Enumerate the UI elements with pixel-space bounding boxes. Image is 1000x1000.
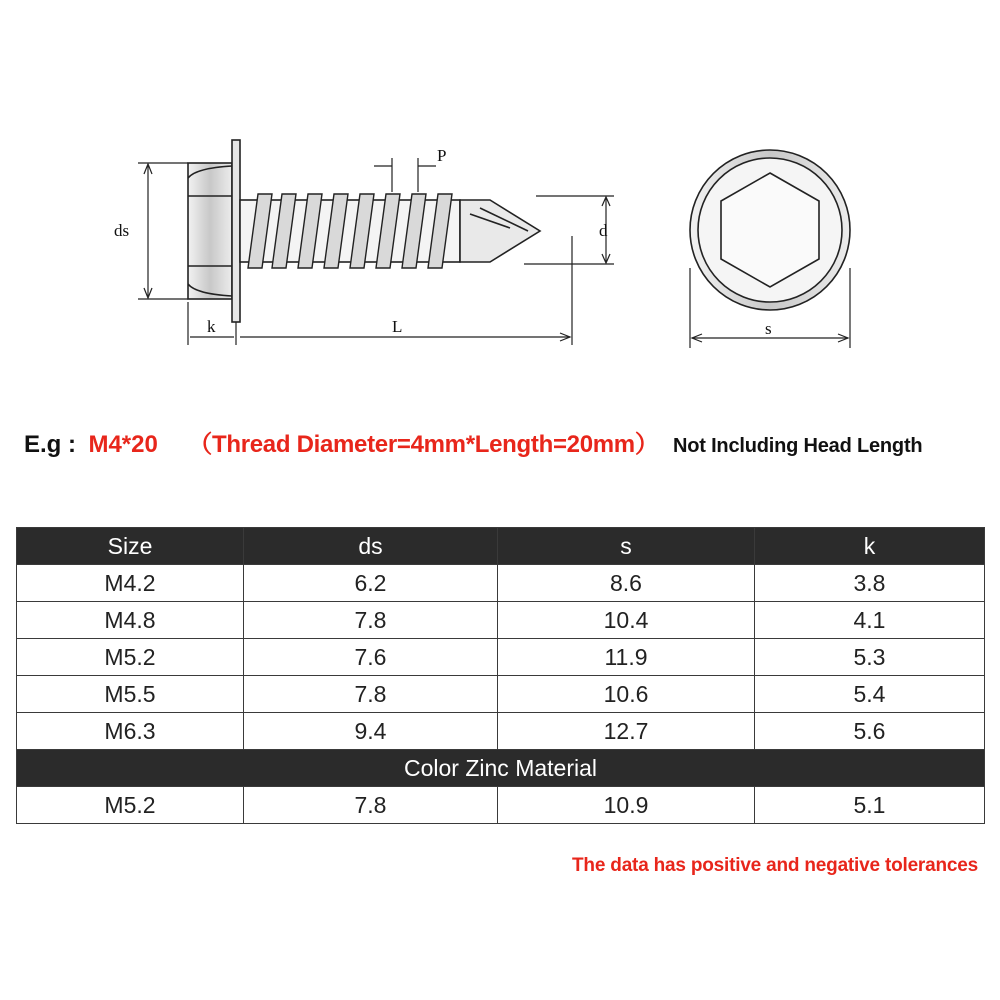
header-size: Size <box>17 528 244 565</box>
header-ds: ds <box>244 528 498 565</box>
cell-ds: 7.8 <box>244 787 498 824</box>
shank <box>240 200 460 262</box>
table-row <box>17 565 985 602</box>
cell-ds: 9.4 <box>244 713 498 750</box>
example-model: M4*20 <box>88 431 158 458</box>
example-prefix: E.g : <box>24 431 76 458</box>
screw-side-view <box>188 140 540 322</box>
table-row <box>17 713 985 750</box>
cell-k: 3.8 <box>755 565 985 602</box>
screw-dimension-drawing <box>0 0 1000 380</box>
table-header-row <box>17 528 985 565</box>
cell-s: 11.9 <box>498 639 755 676</box>
header-s: s <box>498 528 755 565</box>
cell-ds: 6.2 <box>244 565 498 602</box>
example-caption <box>24 424 984 464</box>
table-row <box>17 676 985 713</box>
example-description: （Thread Diameter=4mm*Length=20mm） <box>188 431 659 458</box>
tolerance-note: The data has positive and negative tolerances <box>572 855 978 876</box>
cell-k: 4.1 <box>755 602 985 639</box>
spec-table <box>16 527 985 824</box>
label-k: k <box>207 317 216 336</box>
flange <box>232 140 240 322</box>
cell-s: 10.4 <box>498 602 755 639</box>
cell-s: 10.9 <box>498 787 755 824</box>
header-k: k <box>755 528 985 565</box>
label-P: P <box>437 146 447 165</box>
cell-size: M5.2 <box>17 787 244 824</box>
table-row <box>17 639 985 676</box>
example-note: Not Including Head Length <box>673 435 923 457</box>
cell-ds: 7.8 <box>244 676 498 713</box>
screw-top-view <box>690 150 850 310</box>
label-s: s <box>765 319 772 338</box>
cell-k: 5.3 <box>755 639 985 676</box>
label-ds: ds <box>114 221 130 240</box>
label-d: d <box>599 221 608 240</box>
section-header-row <box>17 750 985 787</box>
table-row <box>17 602 985 639</box>
section-title: Color Zinc Material <box>17 750 985 787</box>
cell-k: 5.4 <box>755 676 985 713</box>
cell-k: 5.6 <box>755 713 985 750</box>
cell-ds: 7.8 <box>244 602 498 639</box>
cell-ds: 7.6 <box>244 639 498 676</box>
cell-size: M6.3 <box>17 713 244 750</box>
cell-s: 12.7 <box>498 713 755 750</box>
cell-size: M4.2 <box>17 565 244 602</box>
cell-s: 8.6 <box>498 565 755 602</box>
hex-head <box>188 163 232 299</box>
cell-size: M5.5 <box>17 676 244 713</box>
table-row <box>17 787 985 824</box>
cell-size: M4.8 <box>17 602 244 639</box>
cell-s: 10.6 <box>498 676 755 713</box>
cell-k: 5.1 <box>755 787 985 824</box>
cell-size: M5.2 <box>17 639 244 676</box>
label-L: L <box>392 317 403 336</box>
